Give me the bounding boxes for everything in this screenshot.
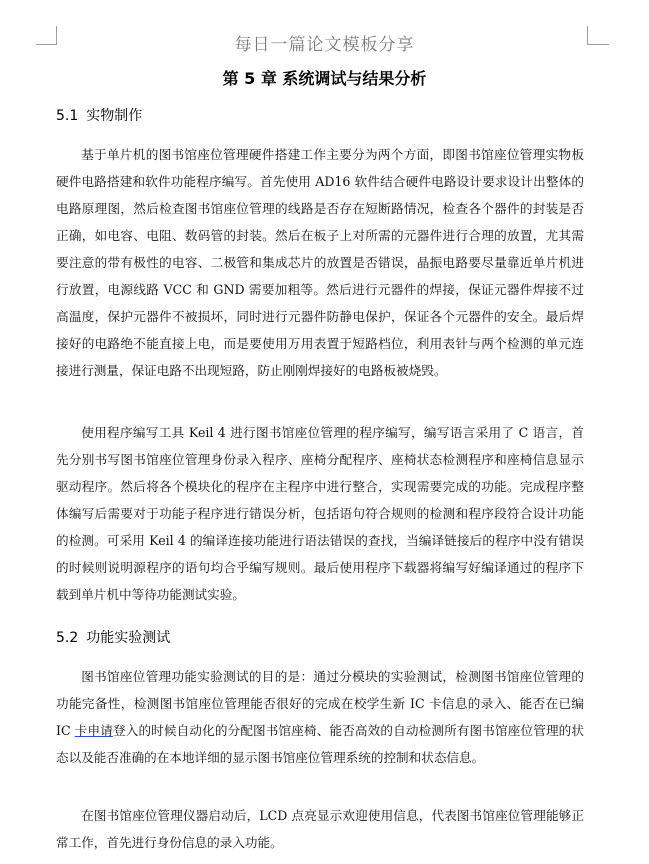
paragraph-startup: 在图书馆座位管理仪器启动后，LCD 点亮显示欢迎使用信息，代表图书馆座位管理能够正常工作，首先进行身份信息的录入功能。 bbox=[56, 808, 584, 850]
section-number: 5.2 bbox=[56, 630, 79, 646]
section-number: 5.1 bbox=[56, 108, 79, 124]
paragraph-hardware: 基于单片机的图书馆座位管理硬件搭建工作主要分为两个方面，即图书馆座位管理实物板硬件电路搭建和软件功能程序编写。首先使用 AD16 软件结合硬件电路设计要求设计出整体的电路原理图，然后检查图书馆座位管理的线路是否存在短断路情况，检查各个器件的封装是否正确，如电容、电阻、数码管的封装。然后在板子上对所需的元器件进行合理的放置，尤其需要注意的带有极性的电容、二极管和集成芯片的放置是否错误，晶振电路要尽量靠近单片机进行放置，电源线路 VCC 和 GND 需要加粗等。然后进行元器件的焊接，保证元器件焊接不过高温度，保护元器件不被损坏，同时进行元器件防静电保护，保证各个元器件的安全。最后焊接好的电路绝不能直接上电，而是要使用万用表置于短路档位，利用表针与两个检测的单元连接进行测量，保证电路不出现短路，防止刚刚焊接好的电路板被烧毁。 bbox=[56, 147, 584, 378]
chapter-title: 第 5 章 系统调试与结果分析 bbox=[222, 69, 427, 88]
paragraph-text: 图书馆座位管理功能实验测试的目的是：通过分模块的实验测试，检测图书馆座位管理的功能完备性，检测图书馆座位管理能否很好的完成在校学生新 IC 卡信息的录入、能否在已编 IC bbox=[56, 669, 584, 738]
underlined-phrase: 卡申请 bbox=[74, 723, 113, 738]
section-heading-5-2 bbox=[56, 627, 170, 647]
paragraph-test-purpose bbox=[56, 663, 584, 771]
section-title: 功能实验测试 bbox=[86, 630, 171, 646]
page-header: 每日一篇论文模板分享 bbox=[234, 35, 415, 55]
section-heading-5-1 bbox=[56, 105, 142, 125]
section-title: 实物制作 bbox=[86, 108, 143, 124]
paragraph-software: 使用程序编写工具 Keil 4 进行图书馆座位管理的程序编写，编写语言采用了 C 语言，首先分别书写图书馆座位管理身份录入程序、座椅分配程序、座椅状态检测程序和座椅信息显示驱动程序。然后将各个模块化的程序在主程序中进行整合，实现需要完成的功能。完成程序整体编写后需要对于功能子程序进行错误分析，包括语句符合规则的检测和程序段符合设计功能的检测。可采用 Keil 4 的编译连接功能进行语法错误的查找，当编译链接后的程序中没有错误的时候则说明源程序的语句均合乎编写规则。最后使用程序下载器将编写好编译通过的程序下载到单片机中等待功能测试实验。 bbox=[56, 425, 584, 602]
paragraph-text: 登入的时候自动化的分配图书馆座椅、能否高效的自动检测所有图书馆座位管理的状态以及能否准确的在本地详细的显示图书馆座位管理系统的控制和状态信息。 bbox=[56, 723, 584, 765]
